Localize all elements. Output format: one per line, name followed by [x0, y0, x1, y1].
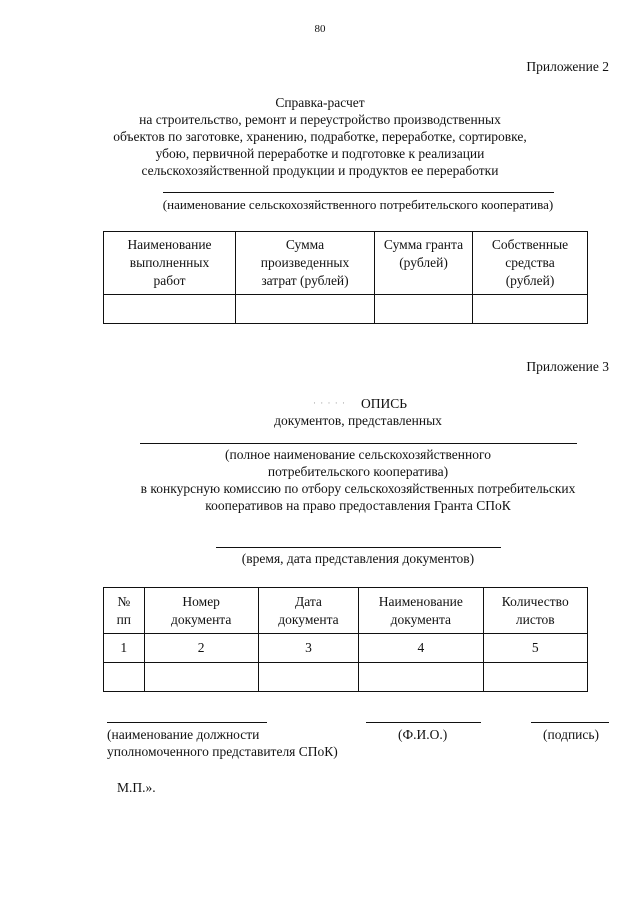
col-number-1: 1 — [104, 634, 145, 663]
inventory-cell — [258, 663, 358, 692]
calc-table — [103, 231, 588, 324]
inventory-table — [103, 587, 588, 692]
header-doc-name — [359, 588, 483, 634]
position-caption-2: уполномоченного представителя СПоК) — [107, 744, 338, 759]
header-sheet-count — [483, 588, 587, 634]
header-sheet-count-line-2: листов — [515, 612, 555, 627]
cooperative-name-caption: (наименование сельскохозяйственного потребительского кооператива) — [162, 197, 554, 212]
header-doc-date-line-2: документа — [278, 612, 339, 627]
time-date-caption: (время, дата представления документов) — [241, 551, 475, 566]
full-name-caption-2: потребительского кооператива) — [267, 464, 449, 479]
inventory-cell — [483, 663, 587, 692]
inventory-cell — [359, 663, 483, 692]
inventory-cell — [144, 663, 258, 692]
purpose-line-2: кооперативов на право предоставления Гранта СПоК — [205, 498, 511, 513]
col-number-3: 3 — [258, 634, 358, 663]
header-own-funds-line-2: средства — [505, 255, 555, 270]
inventory-number-row — [104, 634, 588, 663]
appendix-3-subtitle: документов, представленных — [274, 413, 442, 428]
fio-caption: (Ф.И.О.) — [398, 727, 448, 742]
header-works-line-3: работ — [153, 273, 186, 288]
header-doc-date — [258, 588, 358, 634]
header-works — [104, 232, 236, 295]
appendix-3-label: Приложение 3 — [526, 359, 609, 374]
header-own-funds-line-3: (рублей) — [505, 273, 555, 288]
header-own-funds-line-1: Собственные — [491, 237, 569, 252]
title-dots: · · · · · — [313, 398, 346, 408]
calc-cell — [104, 295, 236, 324]
stamp-place: М.П.». — [117, 780, 156, 795]
header-costs-line-2: произведенных — [260, 255, 350, 270]
header-sheet-count-line-1: Количество — [501, 594, 569, 609]
header-grant-line-1: Сумма гранта — [383, 237, 464, 252]
position-caption-1: (наименование должности — [107, 727, 260, 742]
appendix-2-label: Приложение 2 — [526, 59, 609, 74]
header-no-line-1: № — [117, 594, 131, 609]
inventory-empty-row — [104, 663, 588, 692]
header-doc-number — [144, 588, 258, 634]
header-no — [104, 588, 145, 634]
appendix-2-title: Справка-расчет — [275, 95, 365, 110]
full-name-caption-1: (полное наименование сельскохозяйственного — [225, 447, 491, 462]
header-costs-line-1: Сумма — [285, 237, 325, 252]
header-grant-line-2: (рублей) — [399, 255, 448, 270]
header-costs — [236, 232, 375, 295]
sign-caption: (подпись) — [543, 727, 600, 742]
purpose-line-1: в конкурсную комиссию по отбору сельскохозяйственных потребительских — [140, 481, 576, 496]
header-no-line-2: пп — [116, 612, 132, 627]
appendix-2-subtitle-1: на строительство, ремонт и переустройство производственных — [139, 112, 501, 127]
fio-signature-line — [366, 722, 481, 723]
col-number-5: 5 — [483, 634, 587, 663]
sign-signature-line — [531, 722, 609, 723]
calc-table-row — [104, 295, 588, 324]
position-signature-line — [107, 722, 267, 723]
page-number: 80 — [314, 23, 326, 35]
header-doc-date-line-1: Дата — [295, 594, 322, 609]
col-number-4: 4 — [359, 634, 483, 663]
calc-cell — [375, 295, 473, 324]
inventory-cell — [104, 663, 145, 692]
header-own-funds — [473, 232, 588, 295]
full-name-line — [140, 443, 577, 444]
header-doc-name-line-1: Наименование — [378, 594, 463, 609]
header-doc-number-line-1: Номер — [182, 594, 220, 609]
calc-table-header — [104, 232, 588, 295]
time-date-line — [216, 547, 501, 548]
cooperative-name-line — [163, 192, 554, 193]
appendix-3-title: ОПИСЬ — [361, 396, 408, 411]
header-grant — [375, 232, 473, 295]
calc-cell — [236, 295, 375, 324]
header-works-line-2: выполненных — [129, 255, 210, 270]
col-number-2: 2 — [144, 634, 258, 663]
inventory-table-header — [104, 588, 588, 634]
calc-cell — [473, 295, 588, 324]
header-doc-name-line-2: документа — [390, 612, 452, 627]
appendix-2-subtitle-2: объектов по заготовке, хранению, подработке, переработке, сортировке, — [113, 129, 527, 144]
header-doc-number-line-2: документа — [170, 612, 232, 627]
header-works-line-1: Наименование — [127, 237, 212, 252]
appendix-2-subtitle-4: сельскохозяйственной продукции и продуктов ее переработки — [141, 163, 499, 178]
appendix-2-subtitle-3: убою, первичной переработке и подготовке к реализации — [155, 146, 485, 161]
header-costs-line-3: затрат (рублей) — [261, 273, 349, 288]
